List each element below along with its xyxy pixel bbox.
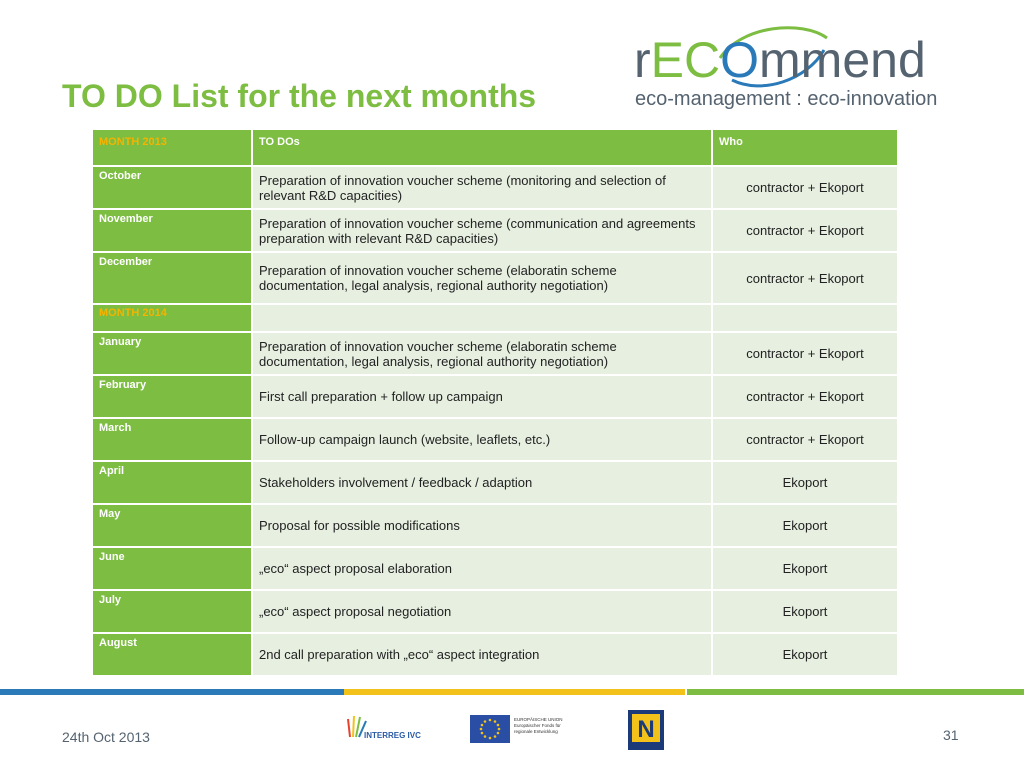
slide-title: TO DO List for the next months — [62, 78, 537, 114]
who-cell: Ekoport — [713, 591, 899, 634]
table-row — [93, 634, 899, 677]
todo-cell: Proposal for possible modifications — [253, 505, 713, 548]
footer-bar-blue — [0, 689, 344, 695]
who-cell: contractor + Ekoport — [713, 210, 899, 253]
month-cell: July — [93, 591, 253, 634]
empty-cell — [253, 305, 713, 333]
table-row — [93, 333, 899, 376]
month-cell: October — [93, 167, 253, 210]
who-cell: Ekoport — [713, 634, 899, 677]
eu-fund-label: EUROPÄISCHE UNION Europäischer Fonds für regionale Entwicklung — [514, 717, 563, 734]
month-cell: April — [93, 462, 253, 505]
table-separator-row — [93, 305, 899, 333]
month-cell: March — [93, 419, 253, 462]
todo-cell: „eco“ aspect proposal negotiation — [253, 591, 713, 634]
footer-date: 24th Oct 2013 — [62, 729, 150, 745]
header-todos: TO DOs — [253, 130, 713, 167]
who-cell: contractor + Ekoport — [713, 167, 899, 210]
table-row — [93, 253, 899, 305]
table-row — [93, 505, 899, 548]
who-cell: contractor + Ekoport — [713, 253, 899, 305]
header-month: MONTH 2013 — [93, 130, 253, 167]
todo-cell: Preparation of innovation voucher scheme (elaboratin scheme documentation, legal analysis, regional authority negotiation) — [253, 253, 713, 305]
todo-cell: Follow-up campaign launch (website, leaflets, etc.) — [253, 419, 713, 462]
month-cell: June — [93, 548, 253, 591]
eu-flag-icon — [470, 715, 510, 743]
footer-bar-yellow — [344, 689, 685, 695]
table-row — [93, 462, 899, 505]
table-row — [93, 548, 899, 591]
logo-wordmark: rECOmmend — [634, 32, 926, 88]
table-row — [93, 419, 899, 462]
table-row — [93, 376, 899, 419]
todo-cell: Preparation of innovation voucher scheme (elaboratin scheme documentation, legal analysis, regional authority negotiation) — [253, 333, 713, 376]
who-cell: contractor + Ekoport — [713, 376, 899, 419]
table-row — [93, 167, 899, 210]
header-who: Who — [713, 130, 899, 167]
who-cell: Ekoport — [713, 462, 899, 505]
todo-cell: „eco“ aspect proposal elaboration — [253, 548, 713, 591]
footer-bar-green — [687, 689, 1024, 695]
month-cell: January — [93, 333, 253, 376]
month-cell: November — [93, 210, 253, 253]
who-cell: contractor + Ekoport — [713, 333, 899, 376]
noe-logo — [628, 710, 664, 750]
month-cell: December — [93, 253, 253, 305]
todo-cell: Stakeholders involvement / feedback / adaption — [253, 462, 713, 505]
todo-cell: Preparation of innovation voucher scheme (monitoring and selection of relevant R&D capacities) — [253, 167, 713, 210]
interreg-label: INTERREG IVC — [364, 731, 421, 740]
month-cell: May — [93, 505, 253, 548]
who-cell: Ekoport — [713, 548, 899, 591]
who-cell: Ekoport — [713, 505, 899, 548]
todo-cell: First call preparation + follow up campaign — [253, 376, 713, 419]
table-header-row — [93, 130, 899, 167]
logo-tagline: eco-management : eco-innovation — [635, 88, 938, 110]
todo-cell: 2nd call preparation with „eco“ aspect integration — [253, 634, 713, 677]
month-cell: August — [93, 634, 253, 677]
table-row — [93, 210, 899, 253]
page-number: 31 — [943, 727, 959, 743]
who-cell: contractor + Ekoport — [713, 419, 899, 462]
noe-letter: N — [637, 716, 655, 743]
todo-table — [93, 130, 899, 677]
recommend-logo — [634, 20, 979, 112]
empty-cell — [713, 305, 899, 333]
todo-cell: Preparation of innovation voucher scheme (communication and agreements preparation with relevant R&D capacities) — [253, 210, 713, 253]
month-cell: February — [93, 376, 253, 419]
table-row — [93, 591, 899, 634]
interreg-logo — [346, 713, 436, 749]
month-2014-label: MONTH 2014 — [93, 305, 253, 333]
